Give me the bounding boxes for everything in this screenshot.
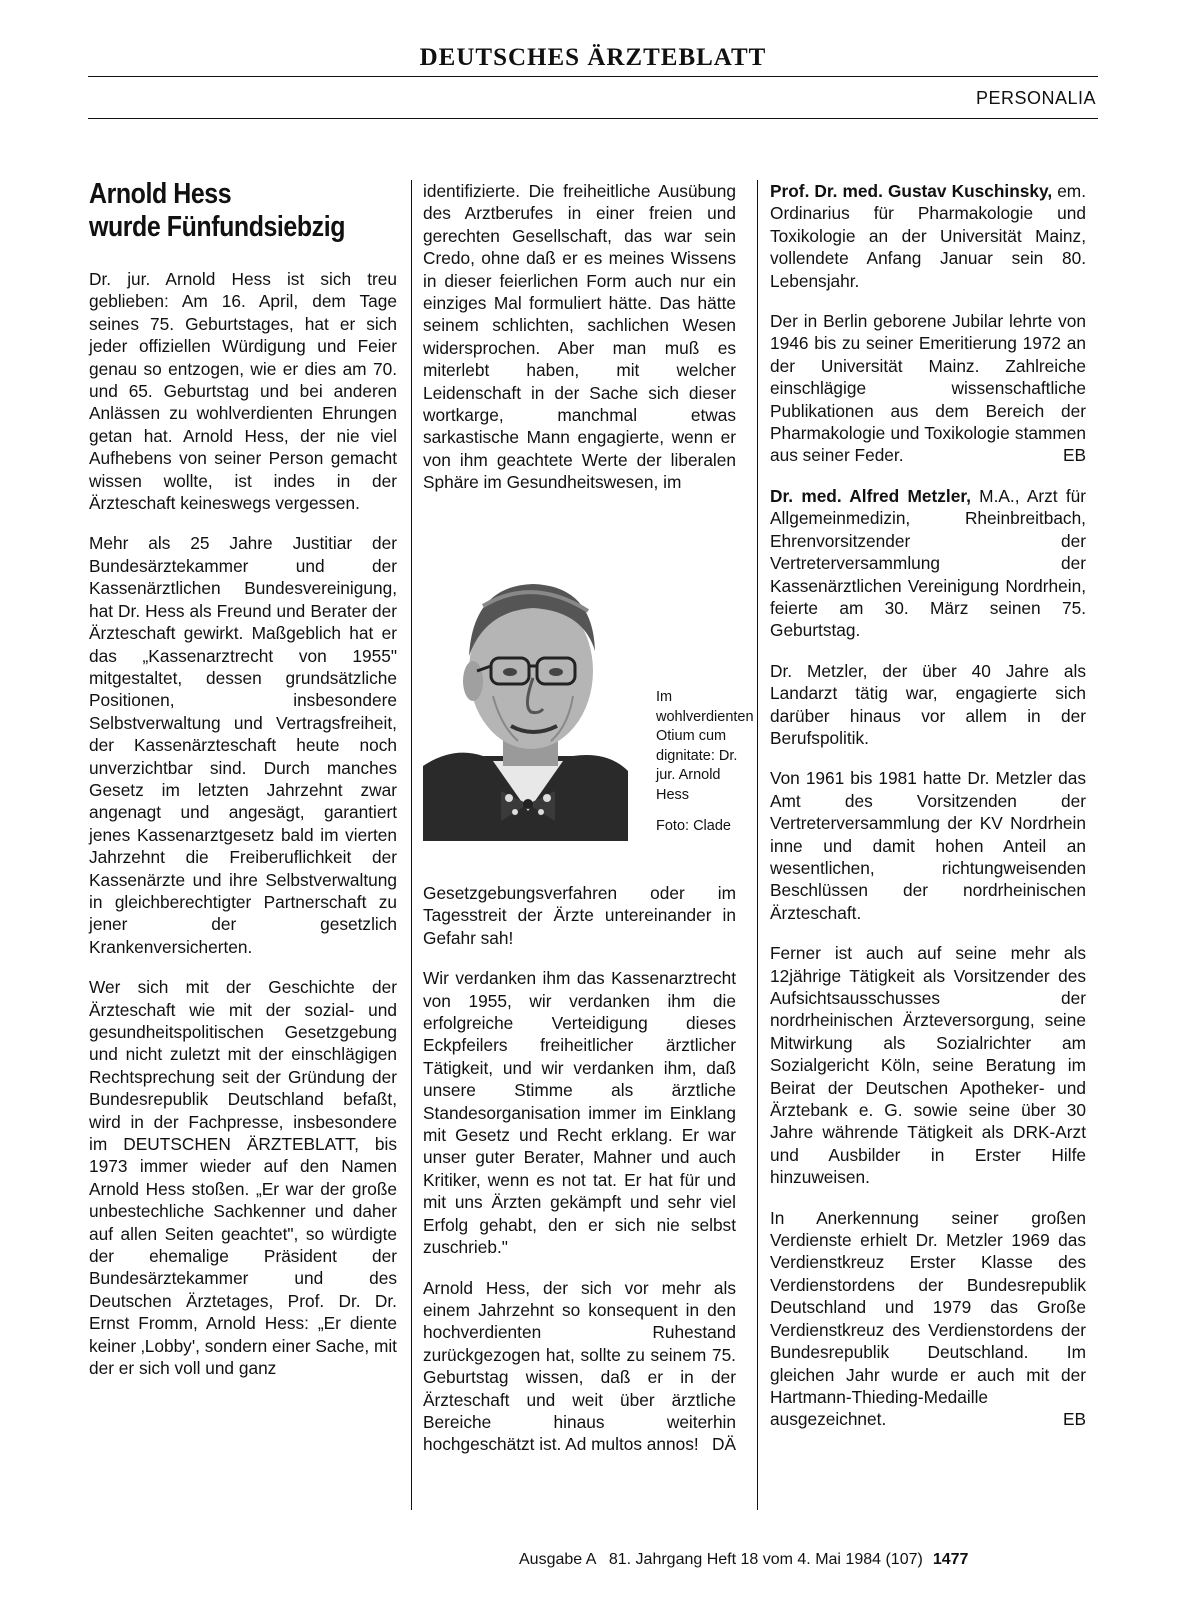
photo-caption [656,688,754,849]
paragraph-text: Arnold Hess, der sich vor mehr als einem Jahrzehnt so konsequent in den hochverdienten Ruhestand zurückgezogen hat, sollte zu seinem 75. Geburtstag wissen, daß er in der Ärzteschaft und weit über ärztliche Bereiche hinaus weiterhin hochgeschätzt ist. Ad multos annos! [423,1277,736,1455]
article-column-2-bottom [423,882,736,1456]
paragraph [423,1277,736,1456]
notice-metzler [770,485,1086,642]
page-footer [519,1551,968,1569]
article-title-line1: Arnold Hess [89,178,232,210]
portrait-photo [423,566,628,841]
paragraph: Mehr als 25 Jahre Justitiar der Bundesärztekammer und der Kassenärztlichen Bundesvereinigung, hat Dr. Hess als Freund und Berater der Ärzteschaft gewirkt. Maßgeblich hat er das „Kassenarztrecht von 1955" mitgestaltet, dessen grundsätzliche Positionen, insbesondere Selbstverwaltung und Vertragsfreiheit, der Kassenärzteschaft heute noch unverzichtbar sind. Durch manches Gesetz im letzten Jahrzehnt zwar angenagt und angesägt, garantiert jenes Kassenarztgesetz bald im vierten Jahrzehnt die Freiberuflichkeit der Kassenärzte und ihre Selbstverwaltung in gleichberechtigter Partnerschaft zu jener der gesetzlich Krankenversicherten. [89,533,397,957]
author-signature: DÄ [711,1434,736,1455]
paragraph [770,1207,1086,1431]
article-column-1 [89,268,397,1380]
masthead: DEUTSCHES ÄRZTEBLATT [419,44,767,71]
person-name: Prof. Dr. med. Gustav Kuschinsky, [770,181,1053,201]
paragraph-text: In Anerkennung seiner großen Verdienste erhielt Dr. Metzler 1969 das Verdienstkreuz Erster Klasse des Verdienstordens der Bundesrepublik Deutschland und 1979 das Große Verdienstkreuz des Verdienstordens der Bundesrepublik Deutschland. Im gleichen Jahr wurde er auch mit der Hartmann-Thieding-Medaille ausgezeichnet. [770,1207,1086,1430]
author-signature: EB [1062,1409,1086,1430]
paragraph: Von 1961 bis 1981 hatte Dr. Metzler das Amt des Vorsitzenden der Vertreterversammlung der KV Nordrhein inne und damit hohen Anteil an wesentlichen, richtungweisenden Beschlüssen der nordrheinischen Ärzteschaft. [770,768,1086,923]
article-title [89,178,356,244]
paragraph: Gesetzgebungsverfahren oder im Tagesstreit der Ärzte untereinander in Gefahr sah! [423,883,736,948]
paragraph: identifizierte. Die freiheitliche Ausübung des Arztberufes in einer freien und gerechten Gesellschaft, das war sein Credo, ohne daß er es meines Wissens in dieser feierlichen Form auch nur ein einziges Mal formuliert hätte. Das hätte seinem schlichten, sachlichen Wesen widersprochen. Aber man muß es miterlebt haben, mit welcher Leidenschaft in der Sache sich dieser wortkarge, manchmal etwas sarkastische Mann engagierte, wenn er von ihm geachtete Werte der liberalen Sphäre im Gesundheitswesen, im [423,181,736,493]
section-label: PERSONALIA [975,88,1096,108]
article-column-2-top [423,180,736,494]
paragraph-text: Der in Berlin geborene Jubilar lehrte von 1946 bis zu seiner Emeritierung 1972 an der Universität Mainz. Zahlreiche einschlägige wissenschaftliche Publikationen aus dem Bereich der Pharmakologie und Toxikologie stammen aus seiner Feder. [770,311,1086,466]
paragraph: Dr. Metzler, der über 40 Jahre als Landarzt tätig war, engagierte sich darüber hinaus vor allem in der Berufspolitik. [770,660,1086,748]
paragraph-text: em. Ordinarius für Pharmakologie und Toxikologie an der Universität Mainz, vollendete Anfang Januar sein 80. Lebensjahr. [770,181,1086,291]
paragraph-text: M.A., Arzt für Allgemeinmedizin, Rheinbreitbach, Ehrenvorsitzender der Vertreterversammlung der Kassenärztlichen Vereinigung Nordrhein, feierte am 30. März seinen 75. Geburtstag. [770,485,1087,641]
column-divider [757,180,758,1510]
caption-text: Im wohlverdienten Otium cum dignitate: Dr. jur. Arnold Hess [656,689,754,803]
paragraph: Dr. jur. Arnold Hess ist sich treu geblieben: Am 16. April, dem Tage seines 75. Geburtstages, hat er sich jeder offiziellen Würdigung und Feier genau so entzogen, wie er dies am 70. und 65. Geburtstag und bei anderen Anlässen zu wohlverdienten Ehrungen getan hat. Arnold Hess, der nie viel Aufhebens von seiner Person gemacht wissen wollte, ist indes in der Ärzteschaft keineswegs vergessen. [89,269,397,514]
person-name: Dr. med. Alfred Metzler, [770,485,971,506]
paragraph: Ferner ist auch auf seine mehr als 12jährige Tätigkeit als Vorsitzender des Aufsichtsausschusses der nordrheinischen Ärzteversorgung, seine Mitwirkung als Sozialrichter am Sozialgericht Köln, seine Beratung im Beirat der Deutschen Apotheker- und Ärztebank e. G. sowie seine über 30 Jahre währende Tätigkeit als DRK-Arzt und Ausbilder in Erster Hilfe hinzuweisen. [770,943,1086,1188]
portrait-image [423,566,628,841]
paragraph: Wer sich mit der Geschichte der Ärzteschaft wie mit der sozial- und gesundheitspolitischen Gesetzgebung und nicht zuletzt mit der einschlägigen Rechtsprechung seit der Gründung der Bundesrepublik Deutschland befaßt, wird in der Fachpresse, insbesondere im DEUTSCHEN ÄRZTEBLATT, bis 1973 immer wieder auf den Namen Arnold Hess stoßen. „Er war der große unbestechliche Sachkenner und daher auf allen Seiten geachtet", so würdigte der ehemalige Präsident der Bundesärztekammer und des Deutschen Ärztetages, Prof. Dr. Dr. Ernst Fromm, Arnold Hess: „Er diente keiner ‚Lobby', sondern einer Sache, mit der er sich voll und ganz [89,977,397,1379]
masthead-rule [88,76,1098,77]
issue-info: Ausgabe A 81. Jahrgang Heft 18 vom 4. Mai 1984 (107) [519,1551,923,1568]
photo-credit: Foto: Clade [656,818,731,834]
paragraph [770,310,1086,467]
section-rule [88,118,1098,119]
page-number: 1477 [932,1551,969,1568]
article-title-line2: wurde Fünfundsiebzig [89,211,346,243]
column-divider [411,180,412,1510]
notices-column [770,180,1086,1431]
notice-kuschinsky [770,180,1086,292]
paragraph: Wir verdanken ihm das Kassenarztrecht von 1955, wir verdanken ihm die erfolgreiche Verteidigung dieses Eckpfeilers freiheitlicher ärztlicher Tätigkeit, und wir verdanken ihm, daß unsere Stimme als ärztliche Standesorganisation immer im Einklang mit Gesetz und Recht erklang. Er war unser guter Berater, Mahner und auch Kritiker, wenn es not tat. Er hat für und mit uns Ärzten gekämpft und sehr viel Erfolg gehabt, den er sich nie selbst zuschrieb." [423,968,736,1258]
author-signature: EB [1062,445,1086,466]
